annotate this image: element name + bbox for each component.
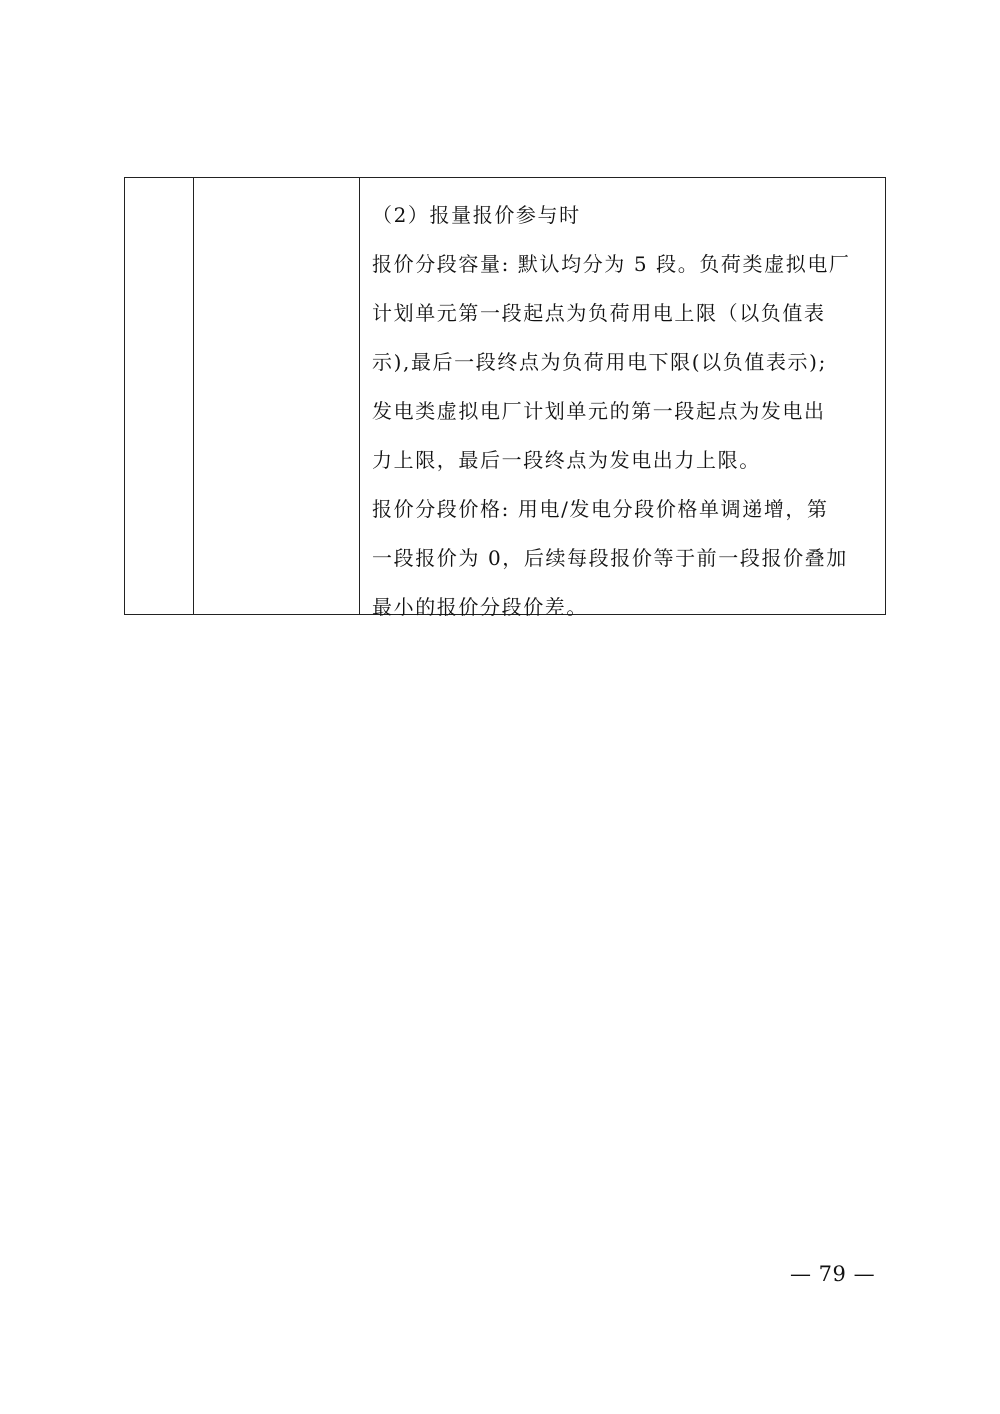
section-heading: [372, 191, 879, 240]
text-line: 一段报价为 0，后续每段报价等于前一段报价叠加: [372, 546, 848, 570]
table-cell-empty-1: [125, 178, 194, 614]
heading-line: （2）报量报价参与时: [372, 203, 581, 227]
page-number: — 79 —: [790, 1262, 876, 1286]
text-line: 报价分段容量: 默认均分为 5 段。负荷类虚拟电厂: [372, 252, 851, 276]
text-line: 发电类虚拟电厂计划单元的第一段起点为发电出: [372, 399, 826, 423]
text-line: 力上限，最后一段终点为发电出力上限。: [372, 448, 761, 472]
text-line: 报价分段价格: 用电/发电分段价格单调递增，第: [372, 497, 829, 521]
text-line: 最小的报价分段价差。: [372, 595, 588, 619]
table-cell-description: [360, 178, 885, 619]
price-paragraph: [372, 485, 879, 632]
content-table: [124, 177, 886, 619]
text-line: 计划单元第一段起点为负荷用电上限（以负值表: [372, 301, 826, 325]
table-cell-empty-2: [194, 178, 360, 614]
capacity-paragraph: [372, 240, 879, 485]
text-line: 示),最后一段终点为负荷用电下限(以负值表示);: [372, 350, 827, 374]
